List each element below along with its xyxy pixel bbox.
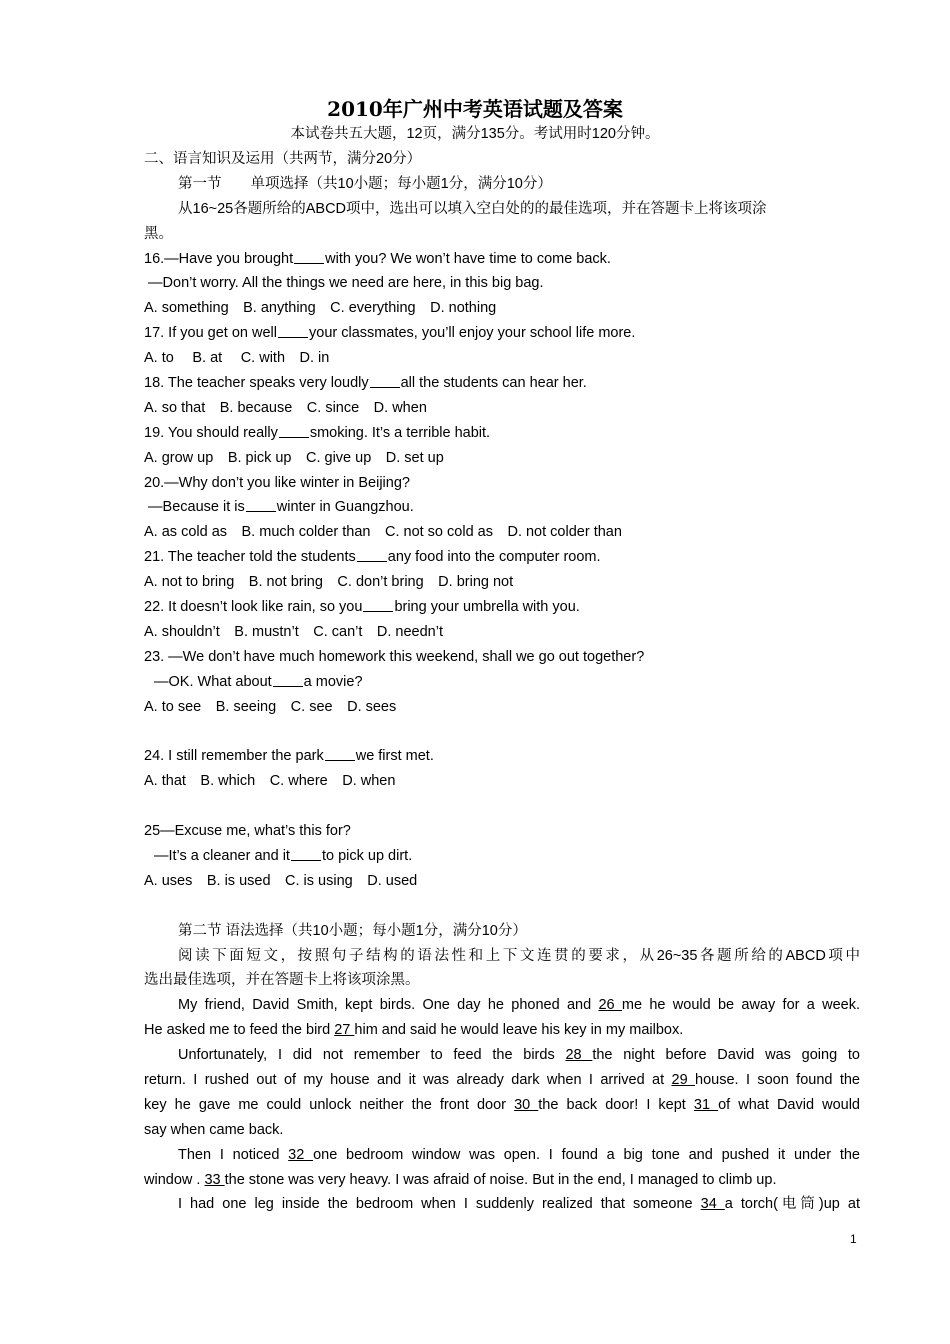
part1-instruction-cont: 黑。 <box>144 225 173 242</box>
question-23: 23. —We don’t have much homework this weekend, shall we go out together? <box>144 648 645 665</box>
passage-line: I had one leg inside the bedroom when I suddenly realized that someone 34 a torch(电筒)up at <box>178 1196 860 1213</box>
question-18-options: A. so that B. because C. since D. when <box>144 399 427 416</box>
question-16-options: A. something B. anything C. everything D. nothing <box>144 300 497 317</box>
passage-line: say when came back. <box>144 1121 284 1138</box>
blank-30: 30 <box>514 1096 539 1113</box>
answer-blank <box>370 373 400 388</box>
document-body <box>144 147 860 1217</box>
passage-line: My friend, David Smith, kept birds. One day he phoned and 26 me he would be away for a week. <box>178 997 861 1014</box>
answer-blank <box>246 497 276 512</box>
answer-blank <box>294 249 324 264</box>
page-number: 1 <box>850 1232 857 1246</box>
passage-line: Unfortunately, I did not remember to feed the birds 28 the night before David was going to <box>178 1047 860 1064</box>
answer-blank <box>363 597 393 612</box>
blank-34: 34 <box>700 1196 725 1213</box>
page-title: 2010年广州中考英语试题及答案 <box>327 97 623 121</box>
question-20-reply: —Because it is winter in Guangzhou. <box>148 499 414 516</box>
part1-instruction: 从16~25各题所给的ABCD项中，选出可以填入空白处的的最佳选项，并在答题卡上将该项涂 <box>178 200 767 217</box>
question-17-options: A. to B. at C. with D. in <box>144 350 330 367</box>
answer-blank <box>325 746 355 761</box>
spacer <box>144 794 860 819</box>
answer-blank <box>278 323 308 338</box>
question-23-options: A. to see B. seeing C. see D. sees <box>144 698 397 715</box>
question-21: 21. The teacher told the students any food into the computer room. <box>144 549 601 566</box>
passage-line: key he gave me could unlock neither the front door 30 the back door! I kept 31 of what David would <box>144 1096 860 1113</box>
blank-29: 29 <box>671 1071 696 1088</box>
spacer <box>144 719 860 744</box>
question-21-options: A. not to bring B. not bring C. don’t bring D. bring not <box>144 574 514 591</box>
blank-26: 26 <box>598 997 622 1014</box>
question-16-reply: —Don’t worry. All the things we need are here, in this big bag. <box>148 275 544 292</box>
part2-heading: 第二节 语法选择（共10小题；每小题1分，满分10分） <box>178 922 527 939</box>
answer-blank <box>357 547 387 562</box>
answer-blank <box>279 423 309 438</box>
question-25-reply: —It’s a cleaner and it to pick up dirt. <box>154 847 413 864</box>
part2-instruction: 阅读下面短文，按照句子结构的语法性和上下文连贯的要求，从26~35各题所给的ABCD项中 <box>178 947 860 964</box>
answer-blank <box>291 846 321 861</box>
part2-instruction-cont: 选出最佳选项，并在答题卡上将该项涂黑。 <box>144 972 420 989</box>
part1-heading: 第一节 单项选择（共10小题；每小题1分，满分10分） <box>178 175 552 192</box>
question-22-options: A. shouldn’t B. mustn’t C. can’t D. needn’t <box>144 623 443 640</box>
question-23-reply: —OK. What about a movie? <box>154 673 363 690</box>
passage-line: window . 33 the stone was very heavy. I was afraid of noise. But in the end, I managed to climb up. <box>144 1171 777 1188</box>
passage-line: Then I noticed 32 one bedroom window was open. I found a big tone and pushed it under the <box>178 1146 860 1163</box>
passage-line: return. I rushed out of my house and it was already dark when I arrived at 29 house. I soon found the <box>144 1071 860 1088</box>
question-22: 22. It doesn’t look like rain, so you bring your umbrella with you. <box>144 599 580 616</box>
passage-line: He asked me to feed the bird 27 him and said he would leave his key in my mailbox. <box>144 1022 684 1039</box>
question-19: 19. You should really smoking. It’s a terrible habit. <box>144 424 491 441</box>
question-17: 17. If you get on well your classmates, you’ll enjoy your school life more. <box>144 325 636 342</box>
blank-31: 31 <box>693 1096 719 1113</box>
blank-27: 27 <box>334 1022 355 1039</box>
exam-info: 本试卷共五大题，12页，满分135分。考试用时120分钟。 <box>290 126 660 142</box>
spacer <box>144 894 860 919</box>
question-18: 18. The teacher speaks very loudly all the students can hear her. <box>144 375 587 392</box>
blank-32: 32 <box>288 1146 314 1163</box>
question-19-options: A. grow up B. pick up C. give up D. set up <box>144 449 444 466</box>
question-25-options: A. uses B. is used C. is using D. used <box>144 872 418 889</box>
question-20-options: A. as cold as B. much colder than C. not so cold as D. not colder than <box>144 524 622 541</box>
section-heading: 二、语言知识及运用（共两节，满分20分） <box>144 151 422 167</box>
blank-33: 33 <box>204 1171 225 1188</box>
question-20: 20.—Why don’t you like winter in Beijing? <box>144 474 410 491</box>
question-25: 25—Excuse me, what’s this for? <box>144 823 351 840</box>
question-16: 16.—Have you brought with you? We won’t have time to come back. <box>144 250 611 267</box>
answer-blank <box>273 672 303 687</box>
question-24-options: A. that B. which C. where D. when <box>144 773 396 790</box>
blank-28: 28 <box>565 1047 593 1064</box>
question-24: 24. I still remember the park we first met. <box>144 748 434 765</box>
